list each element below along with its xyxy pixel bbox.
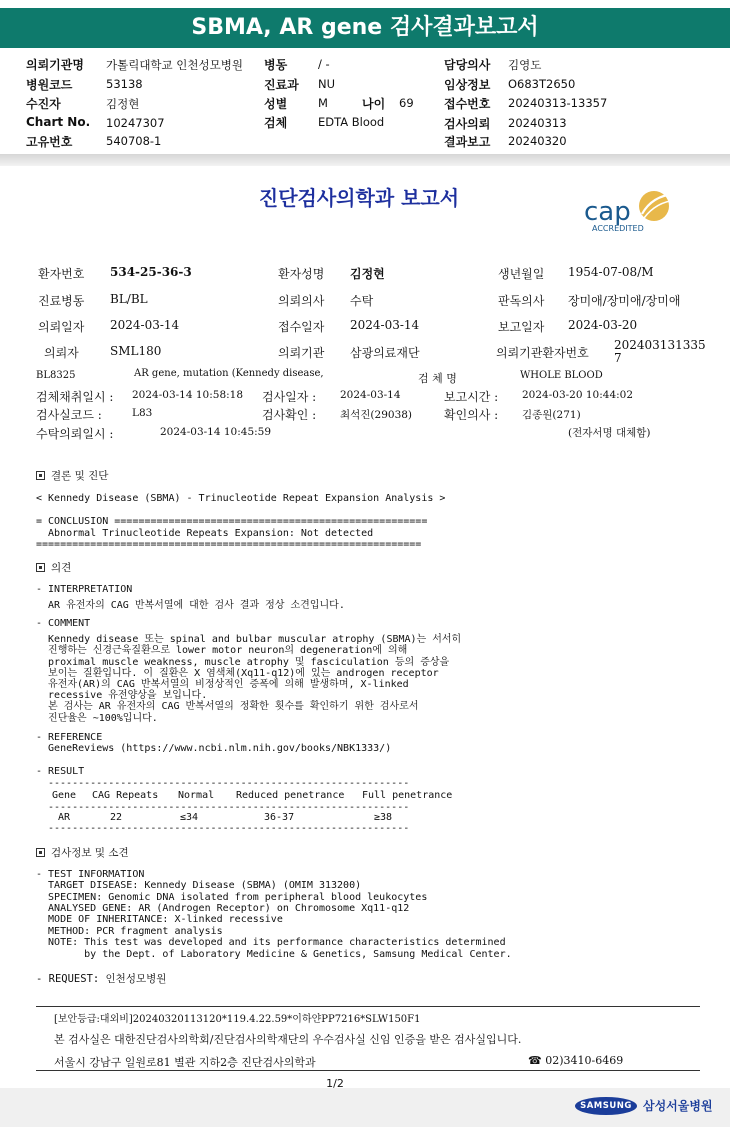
comment-line: proximal muscle weakness, muscle atrophy 및 fasciculation 등의 증상을 [36,657,450,668]
section-title-testinfo [36,845,129,860]
outsource-label: 수탁의뢰일시 : [36,427,114,441]
req-doctor: 수탁 [350,294,374,308]
header-label: 고유번호 [26,135,73,149]
header-label: Chart No. [26,115,91,129]
e-sign-note: (전자서명 대체함) [568,427,651,439]
result-rule: ------------------------------------------------------------ [48,802,410,813]
test-code: BL8325 [36,370,76,381]
test-info-line: TARGET DISEASE: Kennedy Disease (SBMA) (OMIM 313200) [36,880,362,891]
section-title-opinion [36,560,71,575]
footer-divider [36,1070,700,1071]
recv-date-label: 접수일자 [278,320,325,334]
result-cell: 36-37 [264,812,295,823]
header-value: O683T2650 [508,77,576,91]
header-label: 담당의사 [444,58,491,72]
header-value: 가톨릭대학교 인천성모병원 [106,58,243,72]
header-label: 결과보고 [444,135,491,149]
comment-line: Kennedy disease 또는 spinal and bulbar muscular atrophy (SBMA)는 서서히 [36,634,462,645]
reference-head: - REFERENCE [36,732,103,743]
recv-date: 2024-03-14 [350,318,420,332]
lab-code: L83 [132,407,153,419]
result-col: CAG Repeats [92,790,159,801]
cap-accredited-logo [582,188,682,236]
header-age-label: 나이 [362,97,386,111]
header-value: 540708-1 [106,134,162,148]
header-value: 10247307 [106,116,165,130]
req-org: 삼광의료재단 [350,346,420,360]
header-value: NU [318,77,336,91]
reference-text: GeneReviews (https://www.ncbi.nlm.nih.gov/books/NBK1333/) [36,743,392,754]
org-patient-no: 202403131335 [614,338,706,352]
logo-text: cap [584,197,631,227]
comment-head: - COMMENT [36,618,91,629]
ward: BL/BL [110,292,148,306]
report-time: 2024-03-20 10:44:02 [522,389,634,401]
collect-label: 검체채취일시 : [36,390,114,404]
report-title-bar: SBMA, AR gene 검사결과보고서 [0,8,730,48]
specimen-label: 검 체 명 [418,372,457,385]
verify-label: 검사확인 : [262,408,317,422]
result-col: Full penetrance [362,790,453,801]
address: 서울시 강남구 일원로81 별관 지하2층 진단검사의학과 [54,1056,316,1069]
requester-label: 의뢰자 [44,346,79,360]
header-value: EDTA Blood [318,115,385,129]
report-date: 2024-03-20 [568,318,638,332]
result-cell: ≤34 [180,812,199,823]
comment-line: 보이는 질환입니다. 이 질환은 X 염색체(Xq11-q12)에 있는 androgen receptor [36,668,439,679]
test-info-line: by the Dept. of Laboratory Medicine & Genetics, Samsung Medical Center. [36,949,512,960]
conclusion-text: Abnormal Trinucleotide Repeats Expansion: Not detected [36,528,374,539]
test-info-line: SPECIMEN: Genomic DNA isolated from peripheral blood leukocytes [36,892,428,903]
header-value: 김정현 [106,97,140,111]
outsource: 2024-03-14 10:45:59 [160,426,272,438]
result-head: - RESULT [36,766,85,777]
certification-text: 본 검사실은 대한진단검사의학회/진단검사의학재단의 우수검사실 신임 인증을 받은 검사실입니다. [54,1033,522,1046]
req-date: 2024-03-14 [110,318,180,332]
result-col: Gene [52,790,77,801]
header-value: / - [318,57,330,71]
conclusion-head: = CONCLUSION ==================================================== [36,516,428,527]
interp-head: - INTERPRETATION [36,584,133,595]
footer-divider [36,1006,700,1007]
section-box-icon [36,848,45,857]
test-info-line: NOTE: This test was developed and its performance characteristics determined [36,937,506,948]
comment-line: 진단율은 ~100%입니다. [36,713,158,724]
comment-line: recessive 유전양상을 보입니다. [36,690,208,701]
result-cell: ≥38 [374,812,393,823]
section-title-conclusion [36,468,108,483]
request-line: - REQUEST: 인천성모병원 [36,973,167,985]
header-value: 53138 [106,77,143,91]
header-value: 20240313-13357 [508,96,608,110]
verify: 최석진(29038) [340,409,413,421]
header-label: 검체 [264,116,288,130]
header-label: 병동 [264,58,288,72]
page-title: 진단검사의학과 보고서 [258,186,460,210]
header-label: 검사의뢰 [444,117,491,131]
hospital-name: 삼성서울병원 [643,1099,713,1113]
security-line: [보안등급:대외비]20240320113120*119.4.22.59*이하얀PP7216*SLW150F1 [54,1014,421,1025]
patient-name-label: 환자성명 [278,267,325,281]
section-box-icon [36,471,45,480]
result-col: Normal [178,790,215,801]
patient-no: 534-25-36-3 [110,265,192,279]
result-rule: ------------------------------------------------------------ [48,823,410,834]
result-cell: 22 [110,812,123,823]
req-doctor-label: 의뢰의사 [278,294,325,308]
report-date-label: 보고일자 [498,320,545,334]
comment-line: 본 검사는 AR 유전자의 CAG 반복서열의 정확한 횟수를 확인하기 위한 검사로서 [36,701,419,712]
org-patient-no-label: 의뢰기관환자번호 [496,346,589,360]
header-label: 수진자 [26,97,61,111]
result-rule: ------------------------------------------------------------ [48,778,410,789]
req-org-label: 의뢰기관 [278,346,325,360]
test-date-label: 검사일자 : [262,390,317,404]
test-info-line: MODE OF INHERITANCE: X-linked recessive [36,914,283,925]
interp-text: AR 유전자의 CAG 반복서열에 대한 검사 결과 정상 소견입니다. [36,600,345,611]
comment-line: 유전자(AR)의 CAG 반복서열의 비정상적인 증폭에 의해 발생하며, X-linked [36,679,409,690]
phone: ☎ 02)3410-6469 [528,1054,624,1067]
lab-code-label: 검사실코드 : [36,408,102,422]
specimen: WHOLE BLOOD [520,370,603,381]
page-number: 1/2 [326,1077,344,1090]
confirm-label: 확인의사 : [444,408,499,422]
section-title-text: 의견 [51,562,72,574]
header-label: 성별 [264,97,288,111]
test-date: 2024-03-14 [340,389,401,401]
header-divider [0,154,730,166]
conclusion-rule: ================================================================ [36,539,422,550]
reader: 장미애/장미애/장미애 [568,294,681,308]
header-label: 임상정보 [444,78,491,92]
samsung-logo: SAMSUNG [575,1097,637,1115]
header-value: M [318,96,328,110]
header-label: 접수번호 [444,97,491,111]
report-time-label: 보고시간 : [444,390,499,404]
dob-label: 생년월일 [498,267,545,281]
dob: 1954-07-08/M [568,265,654,279]
org-patient-no-cont: 7 [614,351,622,365]
header-value: 김영도 [508,58,542,72]
req-date-label: 의뢰일자 [38,320,85,334]
collect: 2024-03-14 10:58:18 [132,389,244,401]
header-label: 진료과 [264,78,299,92]
reader-label: 판독의사 [498,294,545,308]
patient-name: 김정현 [350,267,385,281]
requester: SML180 [110,344,162,358]
test-name: AR gene, mutation (Kennedy disease, [134,368,324,379]
result-col: Reduced penetrance [236,790,345,801]
header-label: 병원코드 [26,78,73,92]
header-value: 20240313 [508,116,567,130]
section-subtitle: < Kennedy Disease (SBMA) - Trinucleotide Repeat Expansion Analysis > [36,493,446,504]
test-info-line: ANALYSED GENE: AR (Androgen Receptor) on Chromosome Xq11-q12 [36,903,410,914]
header-label: 의뢰기관명 [26,58,84,72]
header-value: 20240320 [508,134,567,148]
header-age-value: 69 [399,96,414,110]
patient-no-label: 환자번호 [38,267,85,281]
section-box-icon [36,563,45,572]
section-title-text: 검사정보 및 소견 [51,847,129,859]
test-info-line: METHOD: PCR fragment analysis [36,926,223,937]
result-cell: AR [58,812,71,823]
logo-subtext: ACCREDITED [592,224,644,233]
test-info-head: - TEST INFORMATION [36,869,145,880]
comment-line: 진행하는 신경근육질환으로 lower motor neuron의 degeneration에 의해 [36,645,408,656]
section-title-text: 결론 및 진단 [51,470,109,482]
confirm: 김종원(271) [522,409,581,421]
ward-label: 진료병동 [38,294,85,308]
